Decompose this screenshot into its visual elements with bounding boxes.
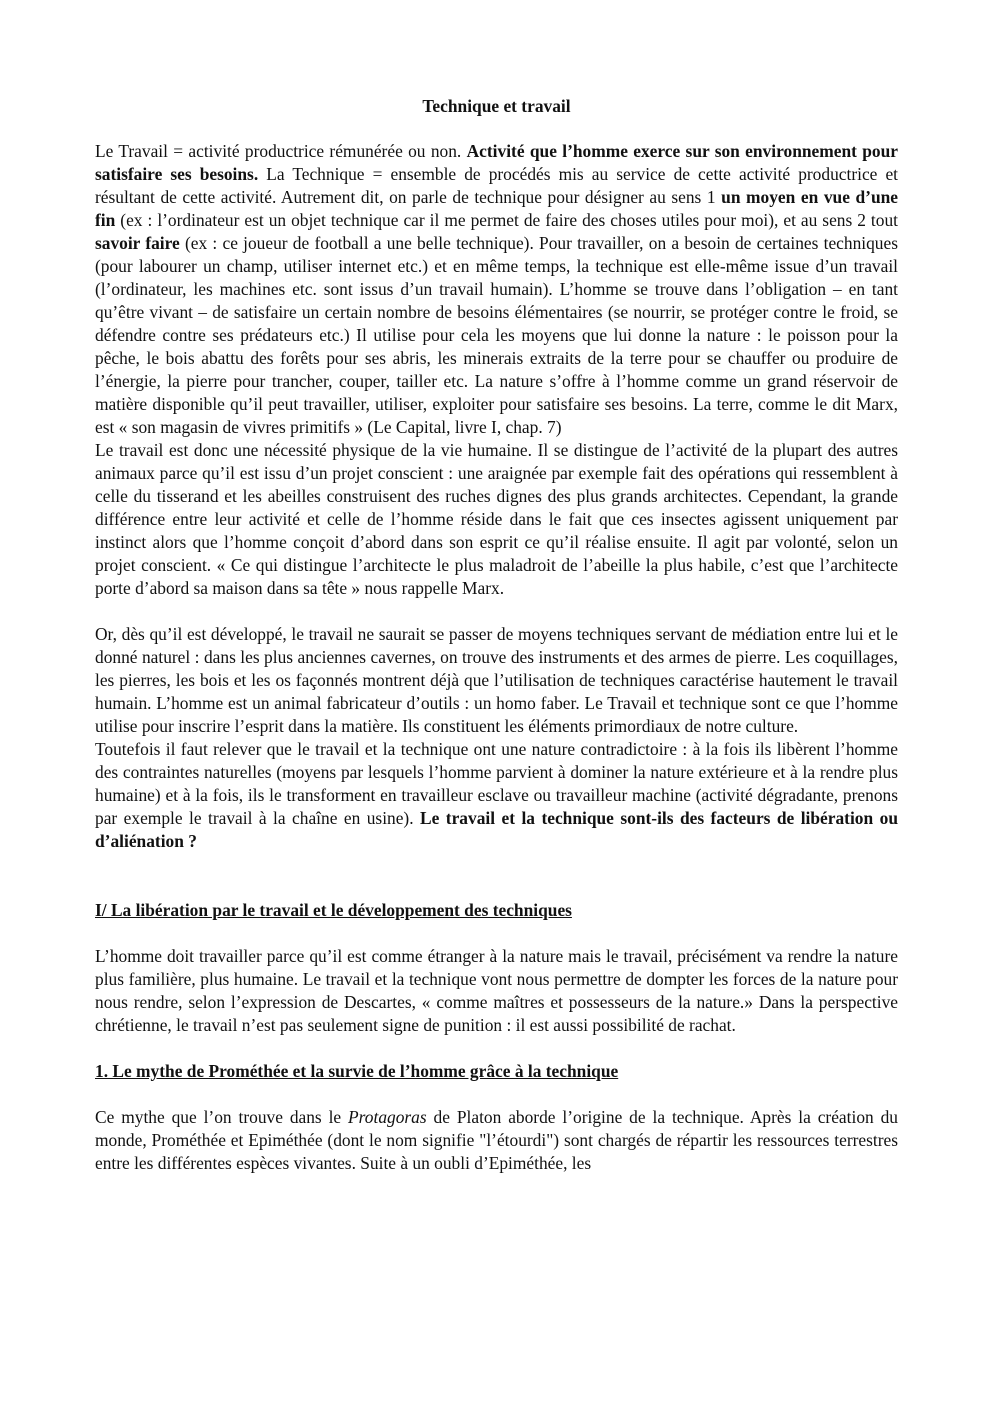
subsection1-paragraph-1 bbox=[95, 1106, 898, 1175]
text-run: Le Travail = activité productrice rémunérée ou non. bbox=[95, 141, 467, 161]
text-run: Ce mythe que l’on trouve dans le bbox=[95, 1107, 349, 1127]
intro-paragraph-3 bbox=[95, 623, 898, 738]
text-run: de Platon aborde l’origine de la technique. Après la création du monde, Prométhée et Epiméthée (dont le nom signifie "l’étourdi") sont chargés de répartir les ressources terrestres entre les différentes espèces vivantes. Suite à un oubli d’Epiméthée, les bbox=[95, 1107, 898, 1173]
paragraph-spacer bbox=[95, 600, 898, 623]
subsection-heading-1: 1. Le mythe de Prométhée et la survie de l’homme grâce à la technique bbox=[95, 1061, 619, 1081]
text-run: Le travail est donc une nécessité physique de la vie humaine. Il se distingue de l’activité de la plupart des autres animaux parce qu’il est issu d’un projet conscient : une araignée par exemple fait des opérations qui ressemblent à celle du tisserand et les abeilles construisent des ruches dignes des plus grands architectes. Cependant, la grande différence entre leur activité et celle de l’homme réside dans le fait que ces insectes agissent uniquement par instinct alors que l’homme conçoit d’abord dans son esprit ce qu’il réalise ensuite. Il agit par volonté, selon un projet conscient. « Ce qui distingue l’architecte le plus maladroit de l’abeille la plus habile, c’est que l’architecte porte d’abord sa maison dans sa tête » nous rappelle Marx. bbox=[95, 440, 898, 598]
section-spacer bbox=[95, 853, 898, 899]
text-run: (ex : ce joueur de football a une belle technique). Pour travailler, on a besoin de certaines techniques (pour labourer un champ, utiliser internet etc.) et en même temps, la technique est elle-même issue d’un travail (l’ordinateur, les machines etc. sont issus d’un travail humain). L’homme se trouve dans l’obligation – en tant qu’être vivant – de satisfaire un certain nombre de besoins élémentaires (se nourrir, se protéger contre le froid, se défendre contre ses prédateurs etc.) Il utilise pour cela les moyens que lui donne la nature : le poisson pour la pêche, le bois abattu des forêts pour ses abris, les minerais extraits de la terre pour se chauffer ou produire de l’énergie, la pierre pour trancher, couper, tailler etc. La nature s’offre à l’homme comme un grand réservoir de matière disponible qu’il peut travailler, utiliser, exploiter pour satisfaire ses besoins. La terre, comme le dit Marx, est « son magasin de vivres primitifs » (Le Capital, livre I, chap. 7) bbox=[95, 233, 898, 437]
text-run: (ex : l’ordinateur est un objet technique car il me permet de faire des choses utiles pour moi), et au sens 2 tout bbox=[115, 210, 898, 230]
text-run: Or, dès qu’il est développé, le travail ne saurait se passer de moyens techniques servant de médiation entre lui et le donné naturel : dans les plus anciennes cavernes, on trouve des instruments et des armes de pierre. Les coquillages, les pierres, les bois et les os façonnés montrent déjà que l’utilisation de techniques caractérise hautement le travail humain. L’homme est un animal fabricateur d’outils : un homo faber. Le Travail et technique sont ce que l’homme utilise pour inscrire l’esprit dans la matière. Ils constituent les éléments primordiaux de notre culture. bbox=[95, 624, 898, 736]
text-run: L’homme doit travailler parce qu’il est comme étranger à la nature mais le travail, précisément va rendre la nature plus familière, plus humaine. Le travail et la technique vont nous permettre de dompter les forces de la nature pour nous rendre, selon l’expression de Descartes, « comme maîtres et possesseurs de la nature.» Dans la perspective chrétienne, le travail n’est pas seulement signe de punition : il est aussi possibilité de rachat. bbox=[95, 946, 898, 1035]
intro-paragraph-4 bbox=[95, 738, 898, 853]
document-title: Technique et travail bbox=[422, 96, 571, 116]
paragraph-spacer bbox=[95, 1083, 898, 1106]
bold-text-run: Le travail et la technique sont-ils des facteurs de libération ou d’aliénation ? bbox=[95, 808, 898, 851]
text-run: Toutefois il faut relever que le travail et la technique ont une nature contradictoire : à la fois ils libèrent l’homme des contraintes naturelles (moyens par lesquels l’homme parvient à dominer la nature extérieure et à la rendre plus humaine) et à la fois, ils le transforment en travailleur esclave ou travailleur machine (activité dégradante, prenons par exemple le travail à la chaîne en usine). bbox=[95, 739, 898, 828]
bold-text-run: savoir faire bbox=[95, 233, 180, 253]
document-page bbox=[95, 95, 898, 1175]
intro-paragraph-2 bbox=[95, 439, 898, 600]
intro-paragraph-1 bbox=[95, 140, 898, 439]
bold-text-run: un moyen en vue d’une fin bbox=[95, 187, 899, 230]
section1-paragraph-1 bbox=[95, 945, 898, 1037]
bold-text-run: Activité que l’homme exerce sur son environnement pour satisfaire ses besoins. bbox=[95, 141, 899, 184]
text-run: La Technique = ensemble de procédés mis au service de cette activité productrice et résultant de cette activité. Autrement dit, on parle de technique pour désigner au sens 1 bbox=[95, 164, 899, 207]
paragraph-spacer bbox=[95, 1037, 898, 1060]
italic-text-run: Protagoras bbox=[348, 1107, 427, 1127]
section-heading-1: I/ La libération par le travail et le développement des techniques bbox=[95, 900, 572, 920]
paragraph-spacer bbox=[95, 922, 898, 945]
